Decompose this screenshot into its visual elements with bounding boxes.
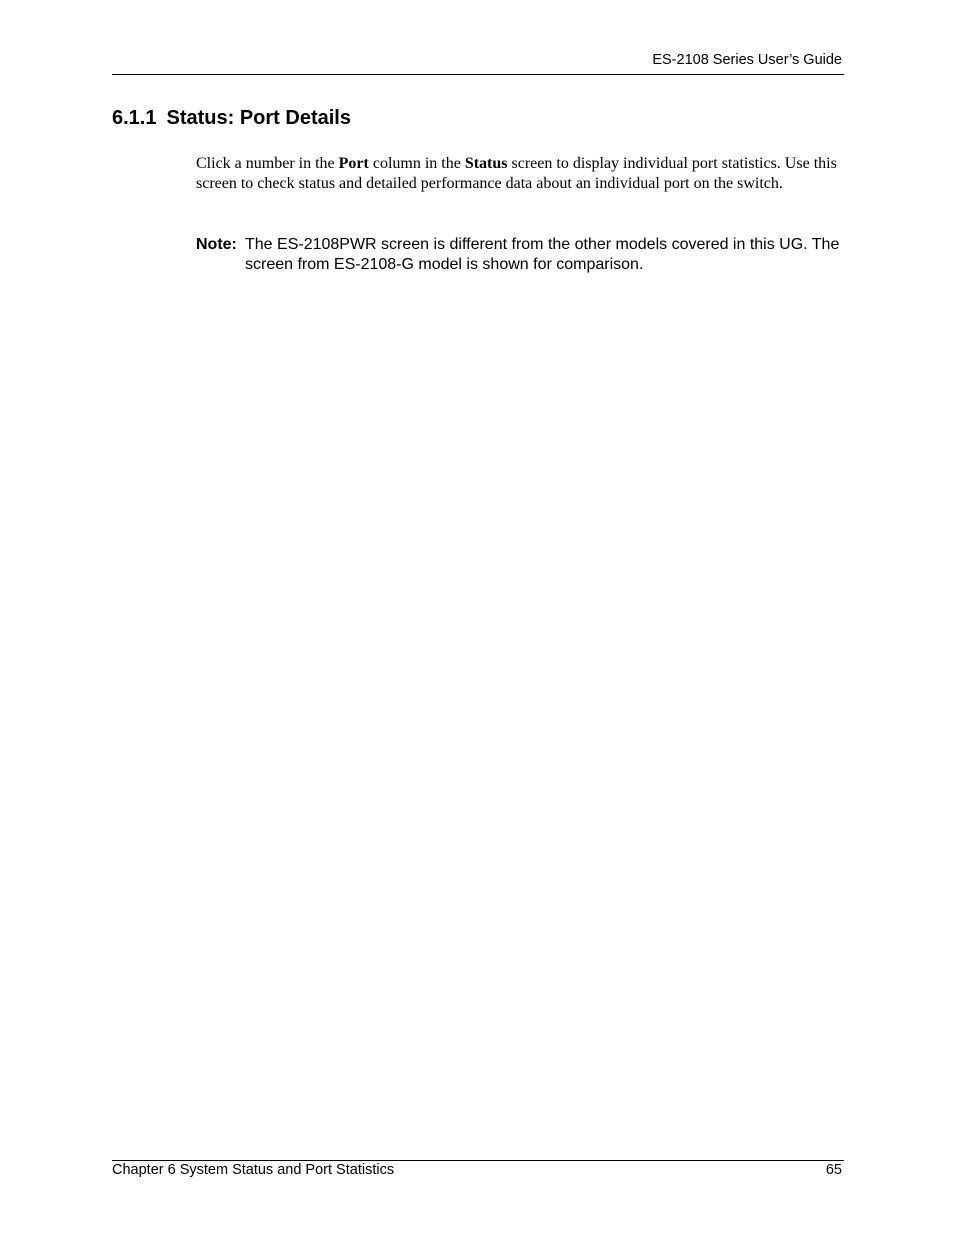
status-term: Status (464, 155, 508, 172)
port-term: Port (338, 155, 369, 172)
section-heading (112, 106, 351, 130)
note-block (196, 235, 846, 275)
header-divider (112, 74, 844, 75)
footer-chapter-title: Chapter 6 System Status and Port Statistics (112, 1162, 395, 1178)
page-number: 65 (825, 1162, 842, 1178)
section-number: 6.1.1 (112, 107, 157, 129)
note-text: The ES-2108PWR screen is different from the other models covered in this UG. The screen from ES-2108-G model is shown for comparison. (245, 236, 840, 273)
body-paragraph (196, 154, 846, 194)
body-text-part-1: Click a number in the (196, 155, 339, 172)
body-text-part-3: screen to display individual port statistics. Use this screen to check status and detailed performance data about an individual port on the switch. (196, 155, 837, 192)
section-title: Status: Port Details (166, 107, 351, 129)
note-label: Note: (196, 236, 237, 253)
running-header-title: ES-2108 Series User’s Guide (652, 52, 842, 68)
body-text-part-2: column in the (368, 155, 465, 172)
footer-divider (112, 1160, 844, 1161)
